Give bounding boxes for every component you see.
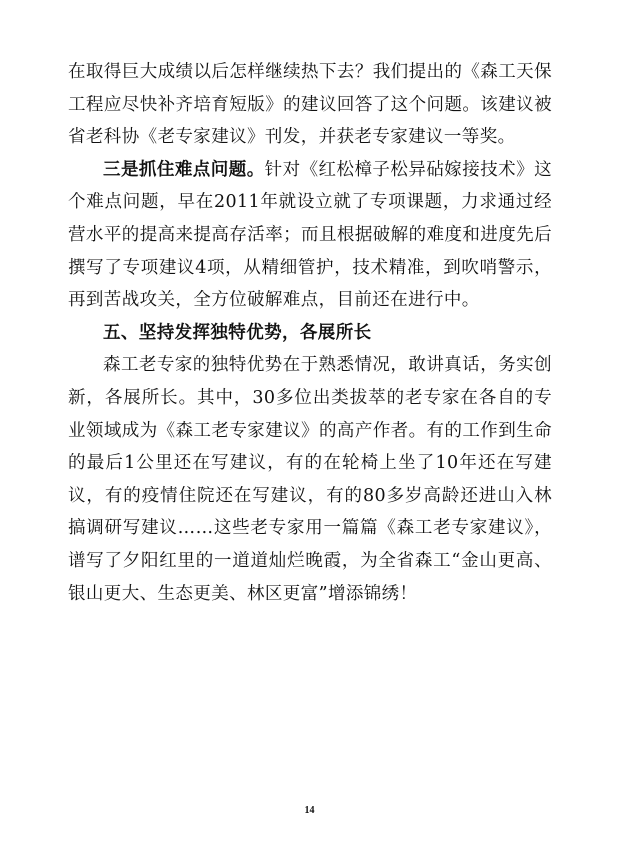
paragraph-point-three [68, 154, 552, 317]
paragraph-section-five-body: 森工老专家的独特优势在于熟悉情况，敢讲真话，务实创新，各展所长。其中，30多位出类拔萃的老专家在各自的专业领域成为《森工老专家建议》的高产作者。有的工作到生命的最后1公里还在写建议，有的在轮椅上坐了10年还在写建议，有的疫情住院还在写建议，有的80多岁高龄还进山入林搞调研写建议……这些老专家用一篇篇《森工老专家建议》，谱写了夕阳红里的一道道灿烂晚霞，为全省森工“金山更高、银山更大、生态更美、林区更富”增添锦绣！ [68, 355, 552, 604]
paragraph-lead-bold: 三是抓住难点问题。 [103, 159, 265, 180]
paragraph-body-text: 针对《红松樟子松异砧嫁接技术》这个难点问题，早在2011年就设立就了专项课题，力求通过经营水平的提高来提高存活率；而且根据破解的难度和进度先后撰写了专项建议4项，从精细管护，技术精准，到吹哨警示，再到苦战攻关，全方位破解难点，目前还在进行中。 [68, 159, 552, 311]
paragraph-continuation: 在取得巨大成绩以后怎样继续热下去？我们提出的《森工天保工程应尽快补齐培育短版》的建议回答了这个问题。该建议被省老科协《老专家建议》刊发，并获老专家建议一等奖。 [68, 62, 552, 148]
page-number: 14 [304, 805, 315, 816]
section-heading-five: 五、坚持发挥独特优势，各展所长 [103, 322, 372, 343]
document-body [68, 56, 552, 610]
